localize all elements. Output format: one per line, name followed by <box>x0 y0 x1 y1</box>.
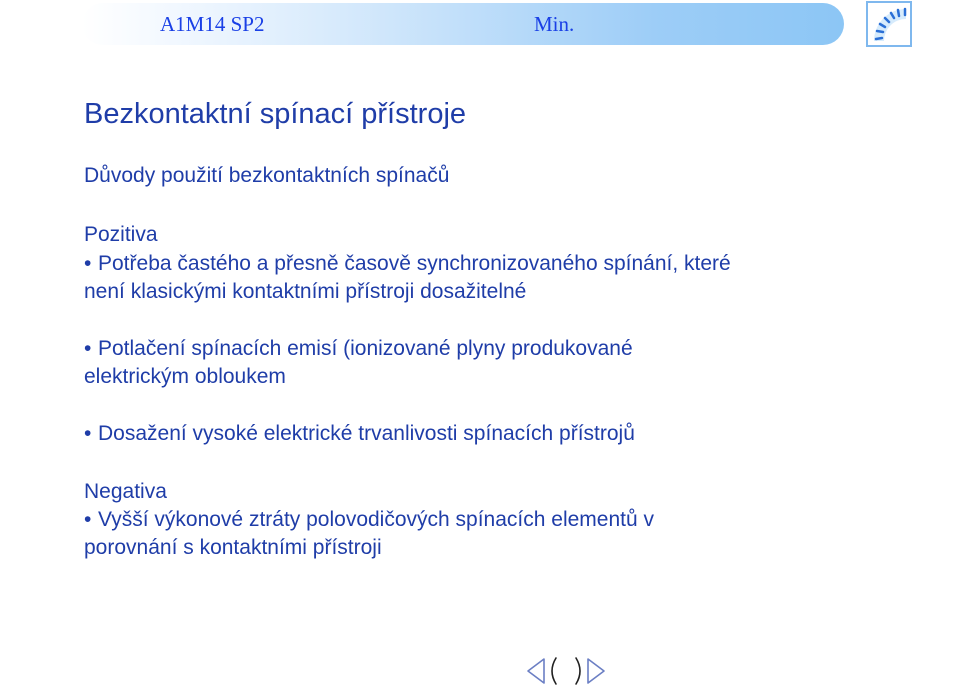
list-item <box>84 250 731 278</box>
parentheses-icon <box>552 658 580 684</box>
list-item-text: Potlačení spínacích emisí (ionizované plyny produkované <box>98 337 633 360</box>
list-item <box>84 335 633 363</box>
list-item-continuation: není klasickými kontaktními přístroji dosažitelné <box>84 280 527 303</box>
list-item-continuation: elektrickým obloukem <box>84 365 286 388</box>
bullet-icon: • <box>84 252 92 275</box>
faculty-logo-icon <box>866 1 912 47</box>
course-code: A1M14 SP2 <box>160 12 265 36</box>
slide-navigation <box>526 656 606 686</box>
triangle-left-icon <box>528 659 544 683</box>
positives-heading: Pozitiva <box>84 223 158 246</box>
list-item-text: Potřeba častého a přesně časově synchronizovaného spínání, které <box>98 252 731 275</box>
list-item <box>84 420 635 448</box>
bullet-icon: • <box>84 337 92 360</box>
next-slide-button[interactable] <box>588 659 604 683</box>
min-label: Min. <box>534 12 575 36</box>
list-item-text: Dosažení vysoké elektrické trvanlivosti spínacích přístrojů <box>98 422 635 445</box>
subtitle: Důvody použití bezkontaktních spínačů <box>84 164 450 187</box>
page-title: Bezkontaktní spínací přístroje <box>84 98 467 130</box>
list-item-text: Vyšší výkonové ztráty polovodičových spínacích elementů v <box>98 508 654 531</box>
bullet-icon: • <box>84 508 92 531</box>
previous-slide-button[interactable] <box>528 659 544 683</box>
list-item-continuation: porovnání s kontaktními přístroji <box>84 536 382 559</box>
triangle-right-icon <box>588 659 604 683</box>
negatives-heading: Negativa <box>84 480 167 503</box>
list-item <box>84 506 654 534</box>
bullet-icon: • <box>84 422 92 445</box>
return-button[interactable] <box>552 658 580 684</box>
